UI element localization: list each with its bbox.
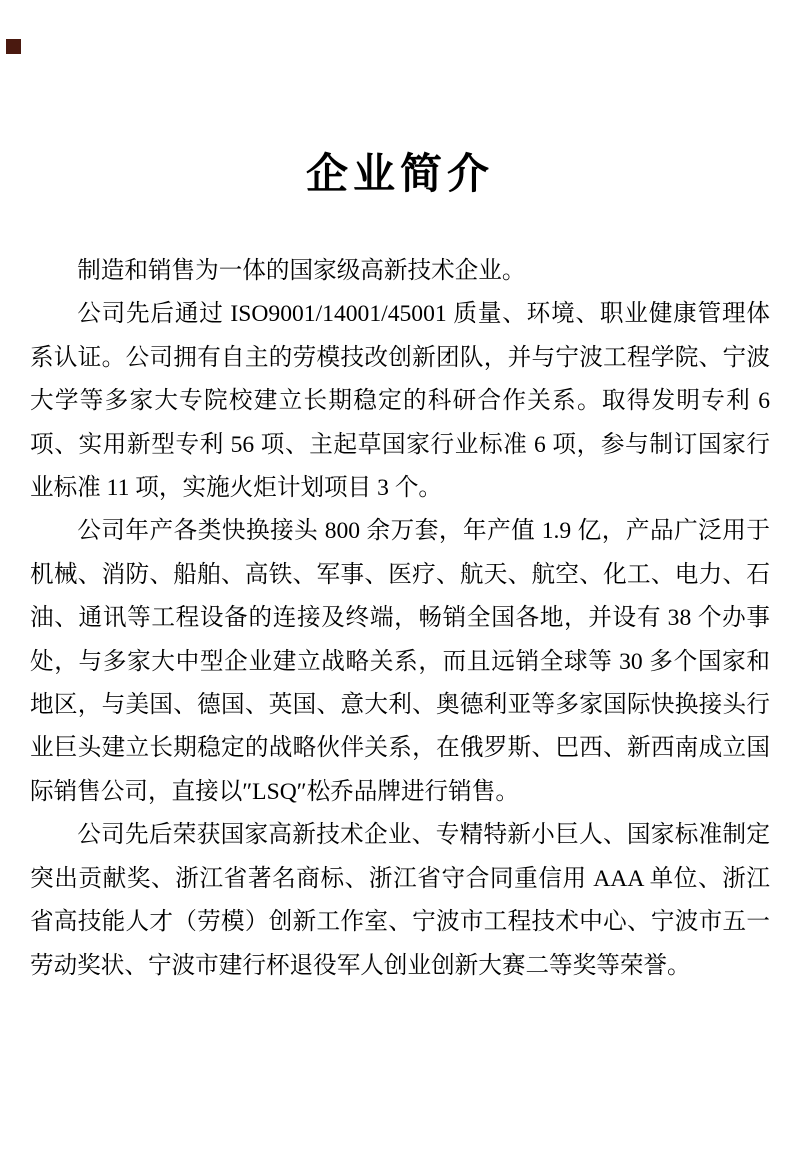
paragraph-products-markets: 公司年产各类快换接头 800 余万套，年产值 1.9 亿，产品广泛用于机械、消防、船舶、高铁、军事、医疗、航天、航空、化工、电力、石油、通讯等工程设备的连接及终端，畅销全国各地，并设有 38 个办事处，与多家大中型企业建立战略关系，而且远销全球等 30 多个国家和地区，与美国、德国、英国、意大利、奥德利亚等多家国际快换接头行业巨头建立长期稳定的战略伙伴关系，在俄罗斯、巴西、新西南成立国际销售公司，直接以″LSQ″松乔品牌进行销售。 <box>30 518 770 805</box>
paragraph-intro: 制造和销售为一体的国家级高新技术企业。 <box>77 258 526 284</box>
page-title: 企业简介 <box>305 152 494 198</box>
corner-mark <box>6 39 21 54</box>
paragraph-honors: 公司先后荣获国家高新技术企业、专精特新小巨人、国家标准制定突出贡献奖、浙江省著名商标、浙江省守合同重信用 AAA 单位、浙江省高技能人才（劳模）创新工作室、宁波市工程技术中心、宁波市五一劳动奖状、宁波市建行杯退役军人创业创新大赛二等奖等荣誉。 <box>30 822 770 979</box>
document-body <box>30 250 770 988</box>
paragraph-certifications-patents: 公司先后通过 ISO9001/14001/45001 质量、环境、职业健康管理体系认证。公司拥有自主的劳模技改创新团队，并与宁波工程学院、宁波大学等多家大专院校建立长期稳定的科研合作关系。取得发明专利 6 项、实用新型专利 56 项、主起草国家行业标准 6 项，参与制订国家行业标准 11 项，实施火炬计划项目 3 个。 <box>30 301 770 502</box>
